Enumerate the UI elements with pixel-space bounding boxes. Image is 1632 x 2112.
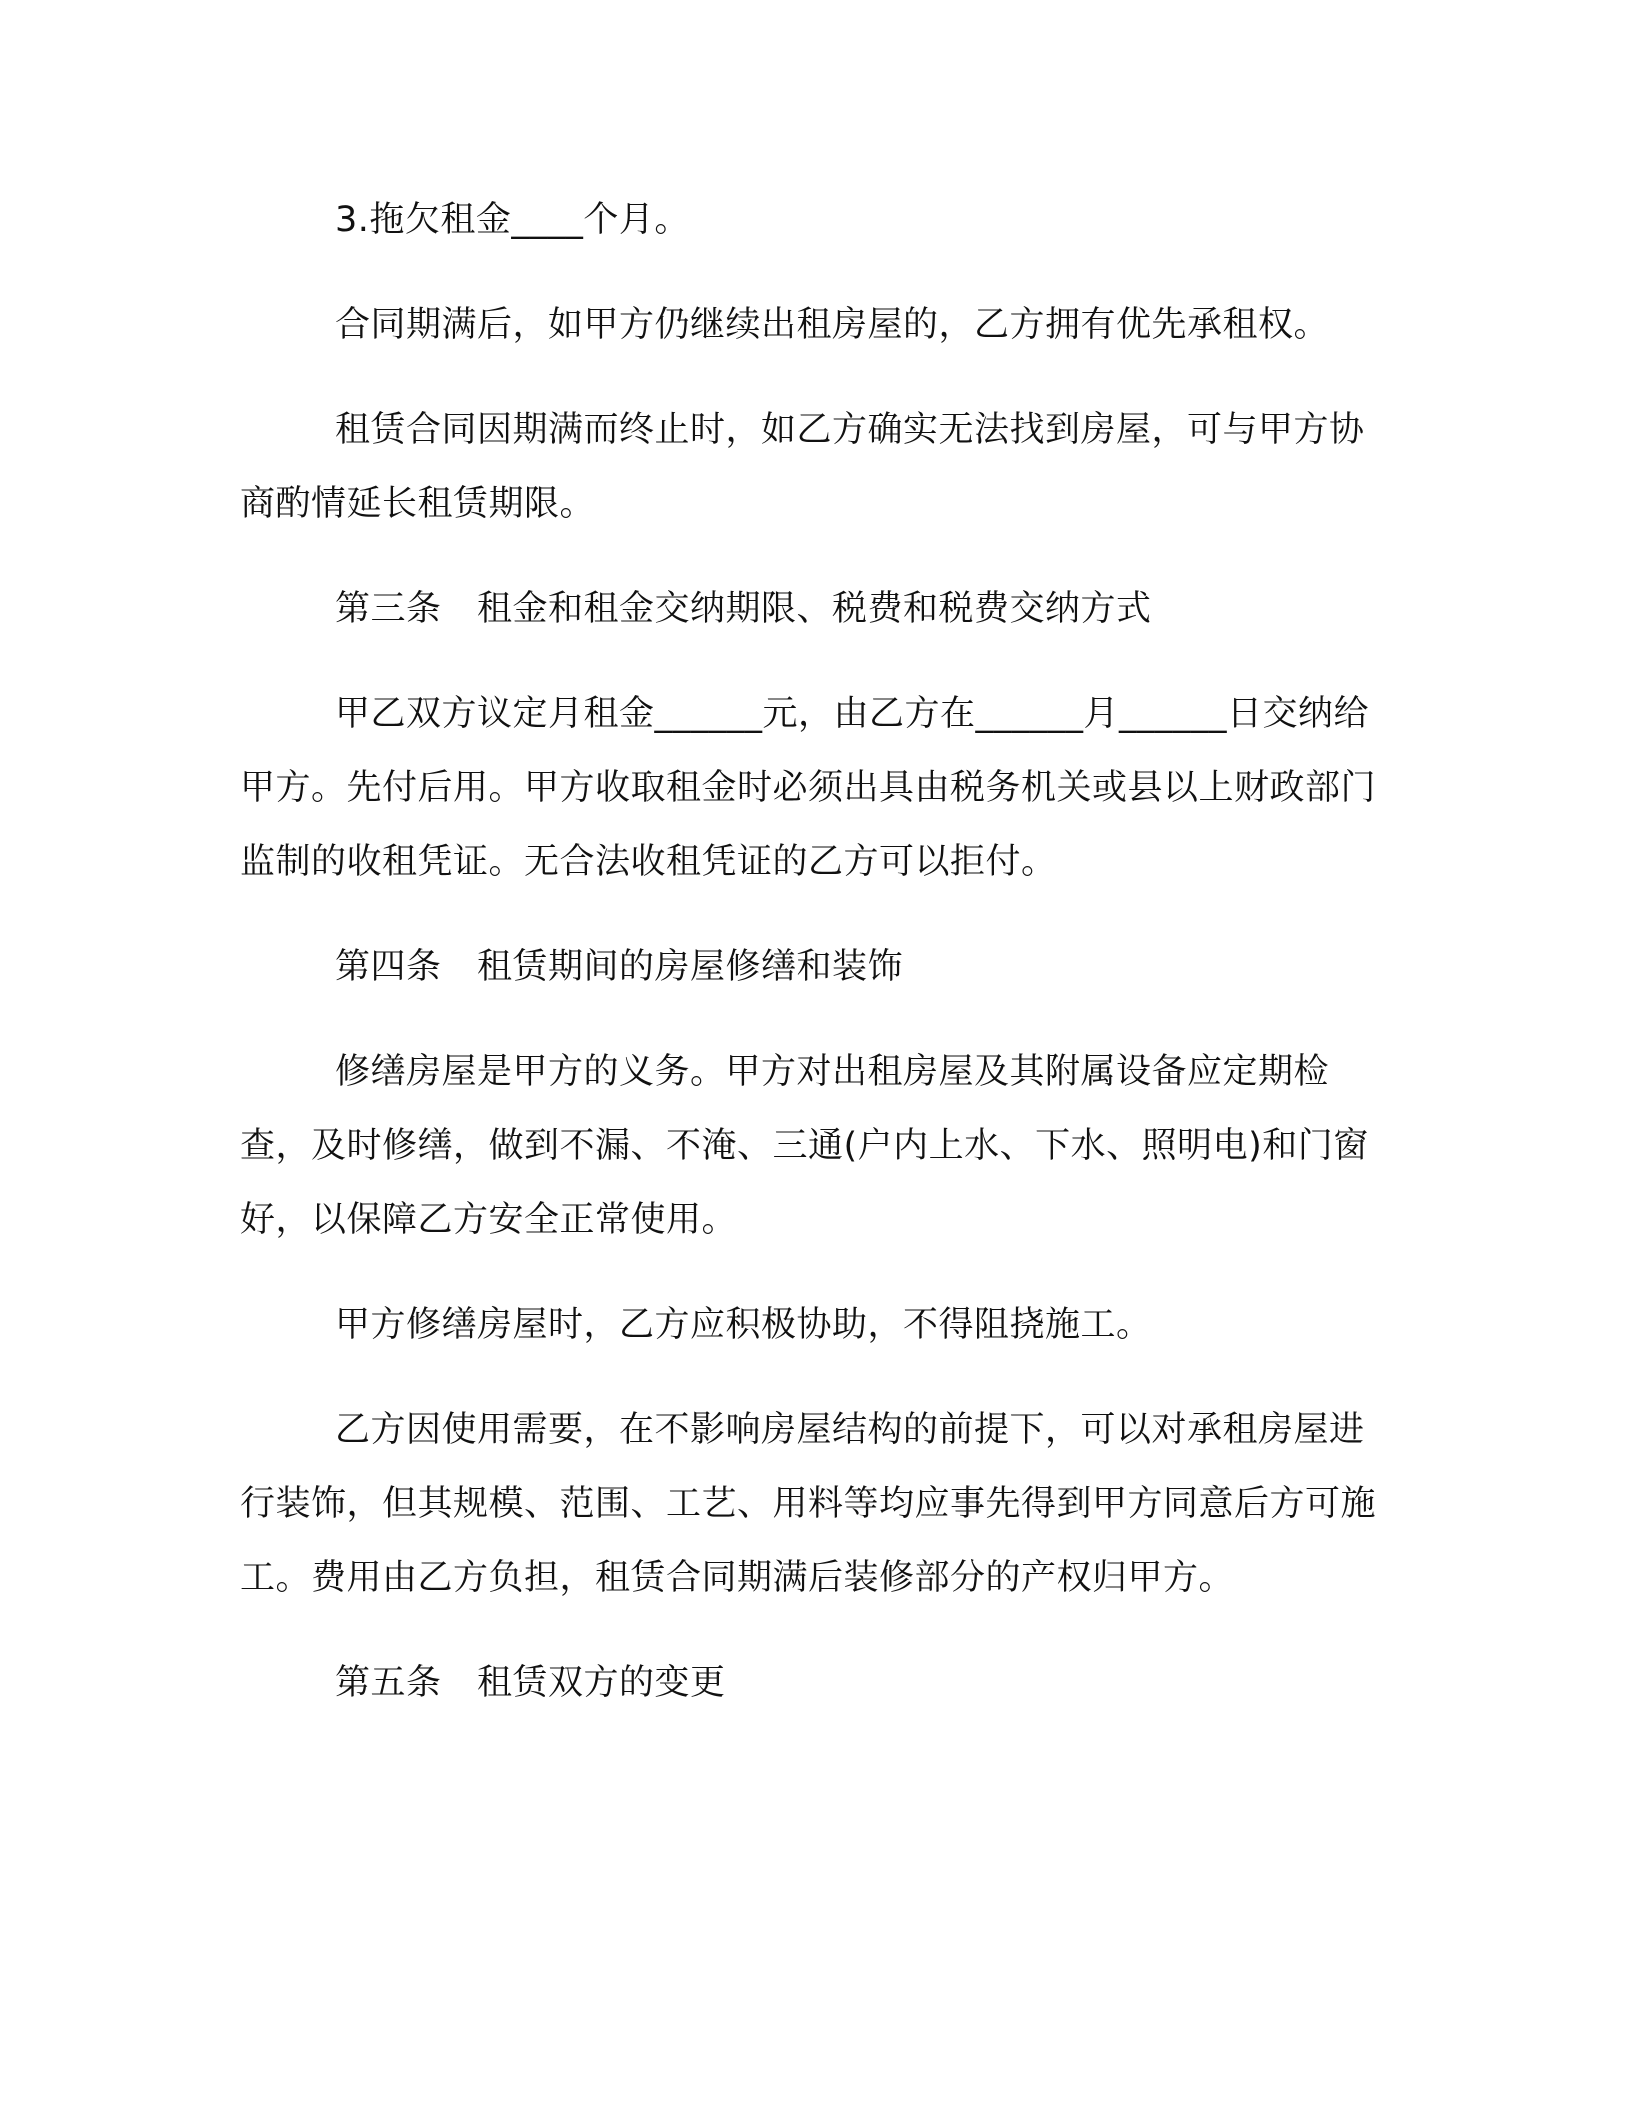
article-3-heading: 第三条 租金和租金交纳期限、税费和税费交纳方式	[335, 589, 1152, 629]
paragraph-arrears-months: 3.拖欠租金____个月。	[335, 200, 690, 240]
paragraph-renewal-priority: 合同期满后，如甲方仍继续出租房屋的，乙方拥有优先承租权。	[335, 305, 1330, 345]
article-4-heading: 第四条 租赁期间的房屋修缮和装饰	[335, 947, 904, 987]
article-5-heading: 第五条 租赁双方的变更	[335, 1663, 726, 1703]
paragraph-repair-cooperation: 甲方修缮房屋时，乙方应积极协助，不得阻挠施工。	[335, 1305, 1152, 1345]
paragraph-term-extension: 租赁合同因期满而终止时，如乙方确实无法找到房屋，可与甲方协商酌情延长租赁期限。	[240, 410, 1365, 524]
paragraph-decoration: 乙方因使用需要，在不影响房屋结构的前提下，可以对承租房屋进行装饰，但其规模、范围、工艺、用料等均应事先得到甲方同意后方可施工。费用由乙方负担，租赁合同期满后装修部分的产权归甲方。	[240, 1410, 1377, 1598]
document-body	[240, 183, 1390, 1751]
paragraph-repair-duty: 修缮房屋是甲方的义务。甲方对出租房屋及其附属设备应定期检查，及时修缮，做到不漏、不淹、三通(户内上水、下水、照明电)和门窗好，以保障乙方安全正常使用。	[240, 1052, 1369, 1240]
paragraph-rent-payment: 甲乙双方议定月租金______元，由乙方在______月______日交纳给甲方。先付后用。甲方收取租金时必须出具由税务机关或县以上财政部门监制的收租凭证。无合法收租凭证的乙方可以拒付。	[240, 694, 1377, 882]
